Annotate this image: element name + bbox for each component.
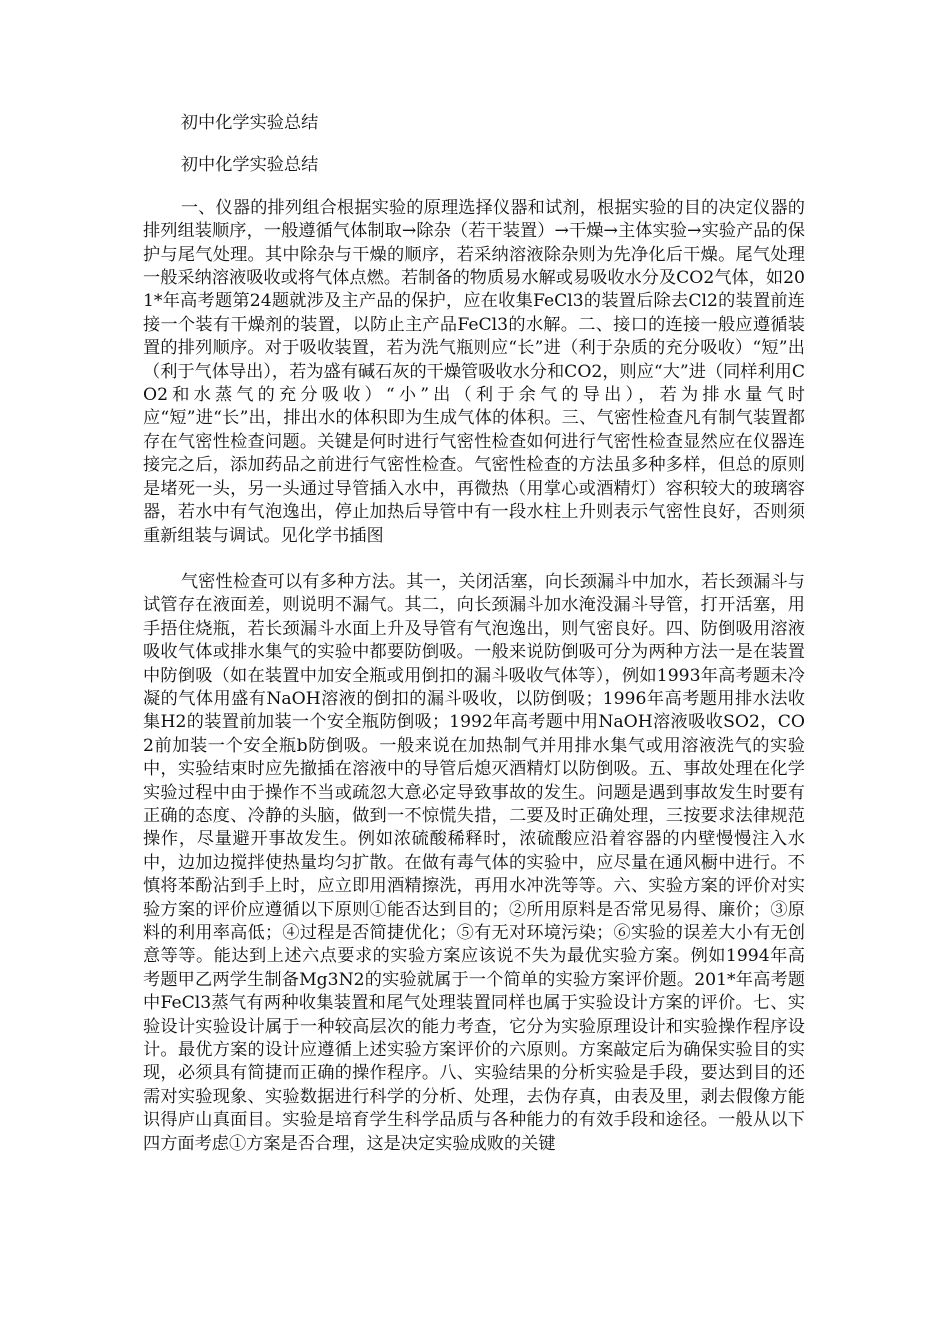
body-paragraph-1: 一、仪器的排列组合根据实验的原理选择仪器和试剂，根据实验的目的决定仪器的排列组装顺序，一般遵循气体制取→除杂（若干装置）→干燥→主体实验→实验产品的保护与尾气处理。其中除杂与干燥的顺序，若采纳溶液除杂则为先净化后干燥。尾气处理一般采纳溶液吸收或将气体点燃。若制备的物质易水解或易吸收水分及CO2气体，如201*年高考题第24题就涉及主产品的保护，应在收集FeCl3的装置后除去Cl2的装置前连接一个装有干燥剂的装置，以防止主产品FeCl3的水解。二、接口的连接一般应遵循装置的排列顺序。对于吸收装置，若为洗气瓶则应“长”进（利于杂质的充分吸收）“短”出（利于气体导出），若为盛有碱石灰的干燥管吸收水分和CO2，则应“大”进（同样利用CO2和水蒸气的充分吸收）“小”出（利于余气的导出），若为排水量气时应“短”进“长”出，排出水的体积即为生成气体的体积。三、气密性检查凡有制气装置都存在气密性检查问题。关键是何时进行气密性检查如何进行气密性检查显然应在仪器连接完之后，添加药品之前进行气密性检查。气密性检查的方法虽多种多样，但总的原则是堵死一头，另一头通过导管插入水中，再微热（用掌心或酒精灯）容积较大的玻璃容器，若水中有气泡逸出，停止加热后导管中有一段水柱上升则表示气密性良好，否则须重新组装与调试。见化学书插图 (143, 197, 805, 546)
document-title: 初中化学实验总结 (180, 113, 319, 133)
document-page (143, 112, 805, 1156)
document-subtitle: 初中化学实验总结 (180, 155, 319, 176)
body-paragraph-2: 气密性检查可以有多种方法。其一，关闭活塞，向长颈漏斗中加水，若长颈漏斗与试管存在液面差，则说明不漏气。其二，向长颈漏斗加水淹没漏斗导管，打开活塞，用手捂住烧瓶，若长颈漏斗水面上升及导管有气泡逸出，则气密良好。四、防倒吸用溶液吸收气体或排水集气的实验中都要防倒吸。一般来说防倒吸可分为两种方法一是在装置中防倒吸（如在装置中加安全瓶或用倒扣的漏斗吸收气体等），例如1993年高考题未冷凝的气体用盛有NaOH溶液的倒扣的漏斗吸收，以防倒吸；1996年高考题用排水法收集H2的装置前加装一个安全瓶防倒吸；1992年高考题中用NaOH溶液吸收SO2，CO2前加装一个安全瓶b防倒吸。一般来说在加热制气并用排水集气或用溶液洗气的实验中，实验结束时应先撤插在溶液中的导管后熄灭酒精灯以防倒吸。五、事故处理在化学实验过程中由于操作不当或疏忽大意必定导致事故的发生。问题是遇到事故发生时要有正确的态度、冷静的头脑，做到一不惊慌失措，二要及时正确处理，三按要求法律规范操作，尽量避开事故发生。例如浓硫酸稀释时，浓硫酸应沿着容器的内壁慢慢注入水中，边加边搅拌使热量均匀扩散。在做有毒气体的实验中，应尽量在通风橱中进行。不慎将苯酚沾到手上时，应立即用酒精擦洗，再用水冲洗等等。六、实验方案的评价对实验方案的评价应遵循以下原则①能否达到目的；②所用原料是否常见易得、廉价；③原料的利用率高低；④过程是否简捷优化；⑤有无对环境污染；⑥实验的误差大小有无创意等等。能达到上述六点要求的实验方案应该说不失为最优实验方案。例如1994年高考题甲乙两学生制备Mg3N2的实验就属于一个简单的实验方案评价题。201*年高考题中FeCl3蒸气有两种收集装置和尾气处理装置同样也属于实验设计方案的评价。七、实验设计实验设计属于一种较高层次的能力考查，它分为实验原理设计和实验操作程序设计。最优方案的设计应遵循上述实验方案评价的六原则。方案敲定后为确保实验目的实现，必须具有简捷而正确的操作程序。八、实验结果的分析实验是手段，要达到目的还需对实验现象、实验数据进行科学的分析、处理，去伪存真，由表及里，剥去假像方能识得庐山真面目。实验是培育学生科学品质与各种能力的有效手段和途径。一般从以下四方面考虑①方案是否合理，这是决定实验成败的关键 (143, 571, 805, 1154)
